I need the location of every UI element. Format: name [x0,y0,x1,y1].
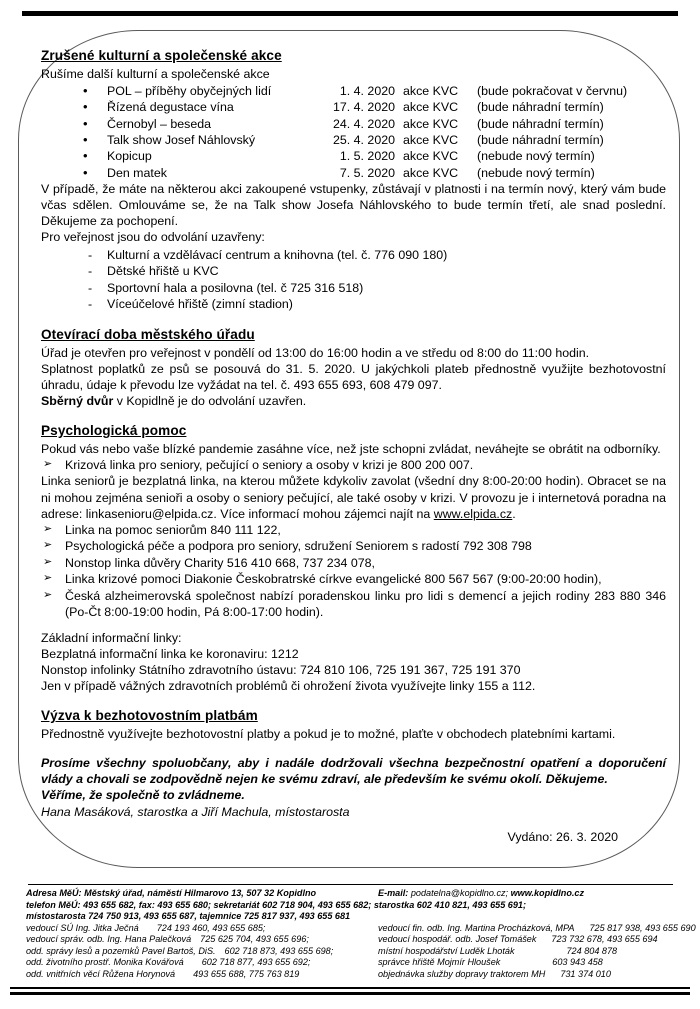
footer-address [26,888,378,900]
footer-phone-numbers: 493 655 682, fax: 493 655 680; sekretariát 602 718 904, 493 655 682; starostka 602 410 821, 493 655 691; [83,899,527,910]
footer-web-link[interactable]: www.kopidlno.cz [510,888,585,898]
footer-address-label: Adresa MěÚ: [26,888,82,898]
staff-name: vedoucí správ. odb. Ing. Hana Palečková [26,934,192,945]
footer-staff-row [26,957,686,969]
staff-name: vedoucí hospodář. odb. Josef Tomášek [378,934,537,945]
heading-cashless-payments: Výzva k bezhotovostním platbám [41,708,258,724]
list-item [41,116,666,132]
staff-number: 725 625 704, 493 655 696; [200,934,309,945]
event-name: Černobyl – beseda [107,116,212,131]
collection-yard-text: v Kopidlně je do odvolání uzavřen. [113,394,307,409]
event-date: 1. 4. 2020 [339,83,395,98]
event-date: 17. 4. 2020 [332,100,395,115]
list-item: ➢ Česká alzheimerovská společnost nabízí poradenskou linku pro lidi s demencí a jejich rodiny 283 880 346 (Po-Čt 8:00-19:00 hodin, Pá 8:00-17:00 hodin). [41,588,666,621]
footer-staff-left [26,923,378,935]
footer-staff-left [26,934,378,946]
list-item [41,132,666,148]
footer-staff-row [26,946,686,958]
seniors-line-detail [41,473,666,521]
staff-name: správce hřiště Mojmír Hloušek [378,957,501,968]
staff-number: 493 655 688, 775 763 819 [193,968,300,979]
footer-staff-right [378,969,686,981]
staff-number: 602 718 873, 493 655 698; [224,945,334,956]
footer-contact-block [26,888,696,980]
event-organizer: akce KVC [403,83,459,98]
list-item: ➢ Psychologická péče a podpora pro seniory, sdružení Seniorem s radostí 792 308 798 [41,538,666,555]
staff-name: odd. správy lesů a pozemků Pavel Bartoš, DiS. [26,945,216,956]
crisis-line-list [41,457,666,474]
list-item [41,148,666,164]
collection-yard-line [41,393,666,409]
heading-office-hours: Otevírací doba městského úřadu [41,326,255,342]
staff-number: 724 804 878 [566,945,618,956]
issued-date: Vydáno: 26. 3. 2020 [507,829,618,844]
list-item: - Dětské hřiště u KVC [41,263,666,280]
info-line-szu: Nonstop infolinky Státního zdravotního ústavu: 724 810 106, 725 191 367, 725 191 370 [41,663,521,678]
list-item: ➢ Krizová linka pro seniory, pečující o seniory a osoby v krizi je 800 200 007. [41,457,666,474]
list-item: ➢ Linka na pomoc seniorům 840 111 122, [41,522,666,539]
footer-staff-left [26,969,378,981]
tickets-paragraph: V případě, že máte na některou akci zakoupené vstupenky, zůstávají v platnosti i na termín nový, který vám bude včas sdělen. Omlouváme se, že na Talk show Josefa Náhlovského to bude termín třetí, ale snad poslední. Děkujeme za pochopení. [41,182,666,229]
event-name: Den matek [107,165,167,180]
heading-psychological-help: Psychologická pomoc [41,423,187,439]
office-hours-line1: Úřad je otevřen pro veřejnost v pondělí od 13:00 do 16:00 hodin a ve středu od 8:00 do 11:00 hodin. [41,345,590,360]
collection-yard-label: Sběrný dvůr [41,394,114,409]
list-item [41,165,666,181]
event-note: (bude náhradní termín) [477,116,604,131]
footer-staff-right [378,934,686,946]
cancelled-events-list [41,83,666,181]
closed-intro: Pro veřejnost jsou do odvolání uzavřeny: [41,230,265,245]
cancelled-events-intro: Rušíme další kulturní a společenské akce [41,66,270,81]
staff-name: vedoucí fin. odb. Ing. Martina Procházková, MPA [378,922,575,933]
list-item: - Kulturní a vzdělávací centrum a knihovna (tel. č. 776 090 180) [41,247,666,264]
footer-email-label: E-mail: [378,888,409,898]
event-note: (bude náhradní termín) [477,132,604,147]
staff-number: 731 374 010 [560,968,611,979]
psych-intro: Pokud vás nebo vaše blízké pandemie zasáhne více, než jste schopni zvládat, neváhejte se obrátit na odborníky. [41,441,661,456]
footer-staff-row [26,934,686,946]
closed-facilities-list [41,247,666,313]
top-divider-rule [22,11,678,16]
list-item: - Víceúčelové hřiště (zimní stadion) [41,296,666,313]
footer-phone-label: telefon MěÚ: [26,899,81,910]
footer-staff-right [378,923,696,935]
event-date: 1. 5. 2020 [339,149,395,164]
footer-address-value: Městský úřad, náměstí Hilmarovo 13, 507 32 Kopidlno [84,888,317,898]
event-note: (bude náhradní termín) [477,100,604,115]
event-organizer: akce KVC [403,132,459,147]
staff-number: 724 193 460, 493 655 685; [156,922,266,933]
event-note: (nebude nový termín) [477,165,595,180]
staff-number: 725 817 938, 493 655 690 [589,922,696,933]
list-item [41,99,666,115]
staff-name: odd. životního prostř. Monika Kovářová [26,957,184,968]
staff-name: vedoucí SÚ Ing. Jitka Ječná [26,922,139,933]
footer-address-row [26,888,686,900]
list-item: ➢ Linka krizové pomoci Diakonie Českobratrské církve evangelické 800 567 567 (9:00-20:00 hodin), [41,571,666,588]
staff-number: 603 943 458 [552,957,603,968]
event-date: 24. 4. 2020 [332,116,395,131]
footer-staff-right [378,957,686,969]
event-note: (nebude nový termín) [477,149,595,164]
event-name: POL – příběhy obyčejných lidí [107,83,272,98]
list-item: ➢ Nonstop linka důvěry Charity 516 410 668, 737 234 078, [41,555,666,572]
help-lines-list [41,522,666,621]
seniors-line-end: . [512,506,516,521]
footer-email-value[interactable]: podatelna@kopidlno.cz; [410,888,509,898]
appeal-paragraph: Prosíme všechny spoluobčany, aby i nadále dodržovali všechna bezpečnostní opatření a doporučení vlády a chovali se zodpovědně nejen ke svému zdraví, ale především ke svému okolí. Děkujeme. [41,756,666,787]
signature-line: Hana Masáková, starostka a Jiří Machula, místostarosta [41,804,350,819]
staff-number: 723 732 678, 493 655 694 [551,934,658,945]
info-line-corona: Bezplatná informační linka ke koronaviru: 1212 [41,646,299,661]
event-name: Kopicup [107,149,152,164]
footer-staff-left [26,946,378,958]
staff-name: místní hospodářství Luděk Lhoták [378,945,515,956]
footer-bottom-rule-thick [10,992,690,995]
footer-top-rule [28,884,673,885]
appeal-second-line: Věříme, že společně to zvládneme. [41,788,245,803]
footer-staff-row [26,922,696,935]
info-line-emergency: Jen v případě vážných zdravotních problémů či ohrožení života využívejte linky 155 a 112. [41,679,536,694]
staff-name: objednávka služby dopravy traktorem MH [378,968,546,979]
list-item: - Sportovní hala a posilovna (tel. č 725 316 518) [41,280,666,297]
cashless-text: Přednostně využívejte bezhotovostní platby a pokud je to možné, plaťte v obchodech platebními kartami. [41,727,616,741]
document-body [41,47,666,845]
event-organizer: akce KVC [403,165,459,180]
footer-staff-right [378,946,686,958]
event-note: (bude pokračovat v červnu) [477,83,628,98]
footer-email [378,888,686,900]
heading-cancelled-events: Zrušené kulturní a společenské akce [41,48,282,63]
event-organizer: akce KVC [403,100,459,115]
staff-number: 602 718 877, 493 655 692; [201,957,311,968]
office-hours-line2: Splatnost poplatků ze psů se posouvá do 31. 5. 2020. U jakýchkoli plateb přednostně využijte bezhotovostní úhradu, údaje k převodu lze vyžádat na tel. č. 493 655 693, 608 479 097. [41,361,666,392]
footer-phone-row [26,900,686,912]
staff-name: odd. vnitřních věcí Růžena Horynová [26,968,176,979]
event-name: Talk show Josef Náhlovský [107,132,256,147]
event-organizer: akce KVC [403,116,459,131]
elpida-link[interactable]: www.elpida.cz [433,506,513,521]
info-lines-heading: Základní informační linky: [41,630,182,645]
event-name: Řízená degustace vína [107,100,234,115]
footer-staff-row [26,969,686,981]
seniors-line-text: Linka seniorů je bezplatná linka, na kterou můžete kdykoliv zavolat (všední dny 8:00-20:00 hodin). Obracet se na ni mohou zejména senioři a osoby o seniory pečující, ale také osoby v krizi. V provozu je i internetová poradna na adrese: linkasenioru@elpida.cz. Více informací mohou zájemci najít na [41,474,666,521]
event-organizer: akce KVC [403,149,459,164]
event-date: 7. 5. 2020 [339,165,395,180]
footer-bottom-rule-thin [10,987,690,989]
footer-staff-left [26,957,378,969]
event-date: 25. 4. 2020 [332,132,395,147]
list-item [41,83,666,99]
footer-deputy-row: místostarosta 724 750 913, 493 655 687, tajemnice 725 817 937, 493 655 681 [26,911,351,922]
